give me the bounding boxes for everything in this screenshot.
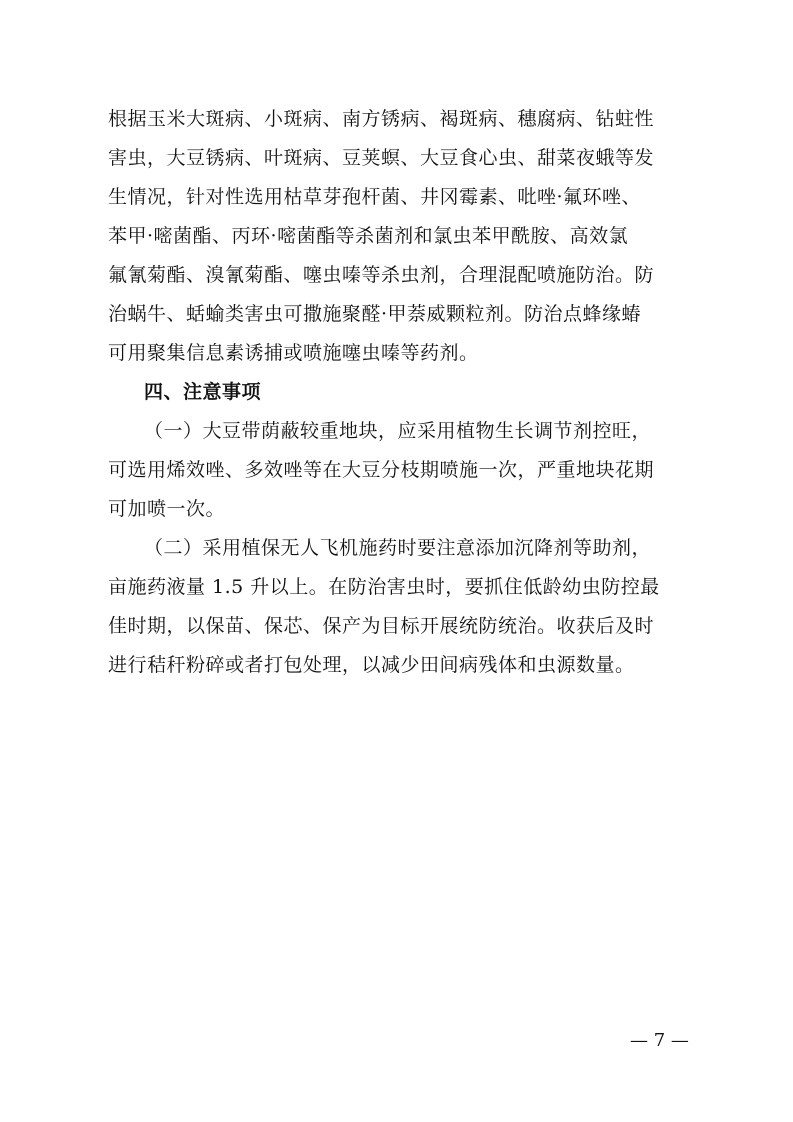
paragraph-line: 亩施药液量 1.5 升以上。在防治害虫时，要抓住低龄幼虫防控最	[108, 576, 660, 598]
paragraph-line: 根据玉米大斑病、小斑病、南方锈病、褐斑病、穗腐病、钻蛀性	[108, 108, 655, 130]
section-heading: 四、注意事项	[144, 381, 262, 403]
paragraph-line: 可加喷一次。	[108, 498, 226, 520]
paragraph-line: （二）采用植保无人飞机施药时要注意添加沉降剂等助剂，	[144, 537, 652, 559]
paragraph-line: 治蜗牛、蛞蝓类害虫可撒施聚醛·甲萘威颗粒剂。防治点蜂缘蝽	[108, 303, 642, 325]
paragraph-line: 苯甲·嘧菌酯、丙环·嘧菌酯等杀菌剂和氯虫苯甲酰胺、高效氯	[108, 225, 629, 247]
paragraph-line: 佳时期，以保苗、保芯、保产为目标开展统防统治。收获后及时	[108, 615, 655, 637]
paragraph-line: 害虫，大豆锈病、叶斑病、豆荚螟、大豆食心虫、甜菜夜蛾等发	[108, 147, 655, 169]
paragraph-line: （一）大豆带荫蔽较重地块，应采用植物生长调节剂控旺，	[144, 420, 652, 442]
paragraph-line: 生情况，针对性选用枯草芽孢杆菌、井冈霉素、吡唑·氟环唑、	[108, 186, 642, 208]
paragraph-line: 可用聚集信息素诱捕或喷施噻虫嗪等药剂。	[108, 342, 479, 364]
paragraph-pest-control	[108, 100, 688, 373]
document-body	[108, 100, 688, 685]
page-number: — 7 —	[630, 1030, 689, 1051]
paragraph-line: 可选用烯效唑、多效唑等在大豆分枝期喷施一次，严重地块花期	[108, 459, 655, 481]
item-2-paragraph	[108, 529, 688, 685]
paragraph-line: 进行秸秆粉碎或者打包处理，以减少田间病残体和虫源数量。	[108, 654, 635, 676]
paragraph-line: 氟氰菊酯、溴氰菊酯、噻虫嗪等杀虫剂，合理混配喷施防治。防	[108, 264, 655, 286]
item-1-paragraph	[108, 412, 688, 529]
